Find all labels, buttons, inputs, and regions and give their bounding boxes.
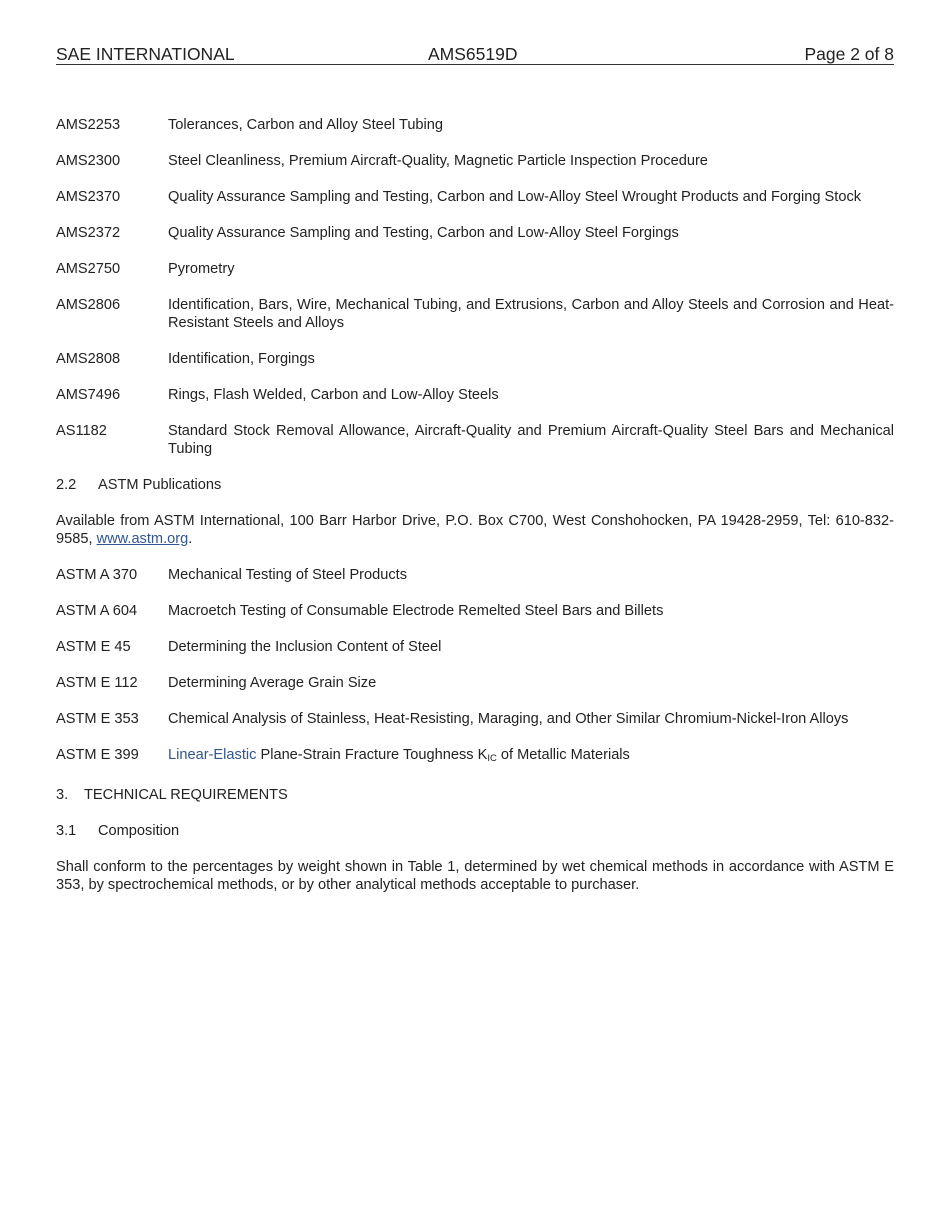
reference-row: [56, 224, 894, 242]
highlighted-term: Linear-Elastic: [168, 747, 257, 763]
reference-title: Tolerances, Carbon and Alloy Steel Tubing: [168, 117, 444, 133]
reference-title: Mechanical Testing of Steel Products: [168, 567, 408, 583]
document-body: [56, 116, 894, 912]
reference-row: [56, 350, 894, 368]
reference-title: Quality Assurance Sampling and Testing, Carbon and Low-Alloy Steel Forgings: [168, 225, 679, 241]
reference-code: AMS2253: [56, 117, 121, 133]
reference-code: AS1182: [56, 423, 107, 439]
section-heading-composition: [56, 822, 894, 840]
reference-row: [56, 422, 894, 458]
reference-row: [56, 638, 894, 656]
reference-title: Standard Stock Removal Allowance, Aircraft-Quality and Premium Aircraft-Quality Steel Bars and Mechanical Tubing: [168, 423, 894, 457]
reference-title: Rings, Flash Welded, Carbon and Low-Alloy Steels: [168, 387, 499, 403]
page-header: [56, 44, 894, 65]
section-heading-astm: [56, 476, 894, 494]
section-number: 3.1: [56, 823, 77, 839]
section-number: 2.2: [56, 477, 77, 493]
reference-row-e399: [56, 746, 894, 768]
availability-text: Available from ASTM International, 100 Barr Harbor Drive, P.O. Box C700, West Conshohocken, PA 19428-2959, Tel: 610-832-9585,: [56, 513, 894, 547]
reference-code: AMS2372: [56, 225, 121, 241]
title-mid: Plane-Strain Fracture Toughness K: [256, 747, 488, 763]
reference-title: Macroetch Testing of Consumable Electrode Remelted Steel Bars and Billets: [168, 603, 664, 619]
reference-code: AMS2300: [56, 153, 121, 169]
reference-title: [168, 746, 894, 768]
reference-code: AMS2808: [56, 351, 121, 367]
reference-code: ASTM E 353: [56, 711, 139, 727]
reference-row: [56, 188, 894, 206]
reference-row: [56, 260, 894, 278]
reference-row: [56, 386, 894, 404]
astm-availability-paragraph: [56, 512, 894, 548]
reference-code: ASTM A 370: [56, 567, 138, 583]
reference-row: [56, 296, 894, 332]
reference-row: [56, 152, 894, 170]
reference-title: Pyrometry: [168, 261, 235, 277]
section-heading-technical-requirements: [56, 786, 894, 804]
reference-title: Determining Average Grain Size: [168, 675, 377, 691]
reference-row: [56, 566, 894, 584]
composition-paragraph: Shall conform to the percentages by weight shown in Table 1, determined by wet chemical methods in accordance with ASTM E 353, by spectrochemical methods, or by other analytical methods acceptable to purchaser.: [56, 859, 894, 893]
reference-code: AMS7496: [56, 387, 121, 403]
reference-title: Identification, Forgings: [168, 351, 315, 367]
reference-code: AMS2750: [56, 261, 121, 277]
reference-row: [56, 674, 894, 692]
reference-code: ASTM E 112: [56, 675, 138, 691]
section-title: Composition: [98, 823, 180, 839]
subscript-ic: IC: [487, 753, 497, 764]
section-title: ASTM Publications: [98, 477, 222, 493]
astm-website-link[interactable]: www.astm.org: [96, 531, 189, 547]
header-page-number: Page 2 of 8: [804, 44, 894, 64]
reference-code: ASTM E 45: [56, 639, 131, 655]
reference-row: [56, 710, 894, 728]
header-document-number: AMS6519D: [428, 44, 518, 64]
reference-code: ASTM A 604: [56, 603, 138, 619]
reference-code: AMS2370: [56, 189, 121, 205]
reference-title: Steel Cleanliness, Premium Aircraft-Quality, Magnetic Particle Inspection Procedure: [168, 153, 708, 169]
reference-title: Identification, Bars, Wire, Mechanical Tubing, and Extrusions, Carbon and Alloy Steels and Corrosion and Heat-Resistant Steels and Alloys: [168, 297, 894, 331]
reference-row: [56, 602, 894, 620]
section-number: 3.: [56, 787, 69, 803]
reference-code: ASTM E 399: [56, 747, 139, 763]
title-end: of Metallic Materials: [496, 747, 630, 763]
reference-title: Quality Assurance Sampling and Testing, Carbon and Low-Alloy Steel Wrought Products and Forging Stock: [168, 189, 862, 205]
reference-code: AMS2806: [56, 297, 121, 313]
reference-title: Determining the Inclusion Content of Steel: [168, 639, 442, 655]
reference-row: [56, 116, 894, 134]
section-title: TECHNICAL REQUIREMENTS: [84, 787, 288, 803]
reference-title: Chemical Analysis of Stainless, Heat-Resisting, Maraging, and Other Similar Chromium-Nickel-Iron Alloys: [168, 711, 849, 727]
availability-trailing: .: [188, 531, 193, 547]
header-organization: SAE INTERNATIONAL: [56, 44, 235, 64]
